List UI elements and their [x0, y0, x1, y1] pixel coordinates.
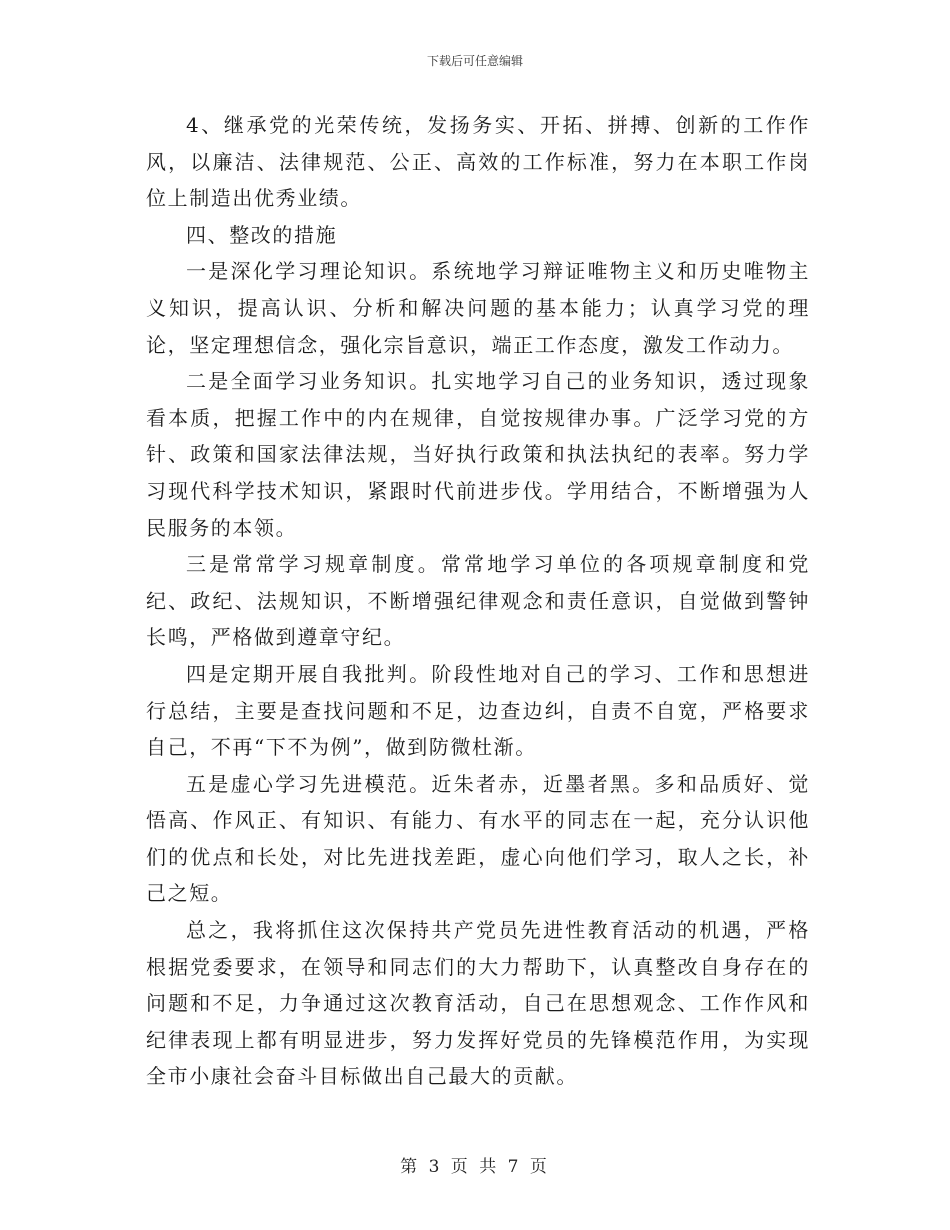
paragraph-measure-business: 二是全面学习业务知识。扎实地学习自己的业务知识，透过现象看本质，把握工作中的内在规律，自觉按规律办事。广泛学习党的方针、政策和国家法律法规，当好执行政策和执法执纪的表率。努力学习现代科学技术知识，紧跟时代前进步伐。学用结合，不断增强为人民服务的本领。: [146, 369, 810, 540]
paragraph-measure-role-models: 五是虚心学习先进模范。近朱者赤，近墨者黑。多和品质好、觉悟高、作风正、有知识、有能力、有水平的同志在一起，充分认识他们的优点和长处，对比先进找差距，虚心向他们学习，取人之长，补己之短。: [146, 771, 810, 906]
paragraph-work-style: 4、继承党的光荣传统，发扬务实、开拓、拼搏、创新的工作作风，以廉洁、法律规范、公正、高效的工作标准，努力在本职工作岗位上制造出优秀业绩。: [146, 113, 810, 211]
paragraph-conclusion: 总之，我将抓住这次保持共产党员先进性教育活动的机遇，严格根据党委要求，在领导和同志们的大力帮助下，认真整改自身存在的问题和不足，力争通过这次教育活动，自己在思想观念、工作作风和纪律表现上都有明显进步，努力发挥好党员的先锋模范作用，为实现全市小康社会奋斗目标做出自己最大的贡献。: [146, 918, 810, 1089]
section-heading-measures: 四、整改的措施: [186, 222, 338, 247]
paragraph-measure-theory: 一是深化学习理论知识。系统地学习辩证唯物主义和历史唯物主义知识，提高认识、分析和解决问题的基本能力；认真学习党的理论，坚定理想信念，强化宗旨意识，端正工作态度，激发工作动力。: [146, 259, 810, 357]
page-number: 第 3 页 共 7 页: [400, 1157, 550, 1177]
paragraph-measure-rules: 三是常常学习规章制度。常常地学习单位的各项规章制度和党纪、政纪、法规知识，不断增强纪律观念和责任意识，自觉做到警钟长鸣，严格做到遵章守纪。: [146, 552, 810, 650]
header-note: 下载后可任意编辑: [426, 54, 523, 68]
paragraph-measure-self-criticism: 四是定期开展自我批判。阶段性地对自己的学习、工作和思想进行总结，主要是查找问题和不足，边查边纠，自责不自宽，严格要求自己，不再“下不为例”，做到防微杜渐。: [146, 661, 810, 760]
document-body: [146, 107, 810, 1095]
